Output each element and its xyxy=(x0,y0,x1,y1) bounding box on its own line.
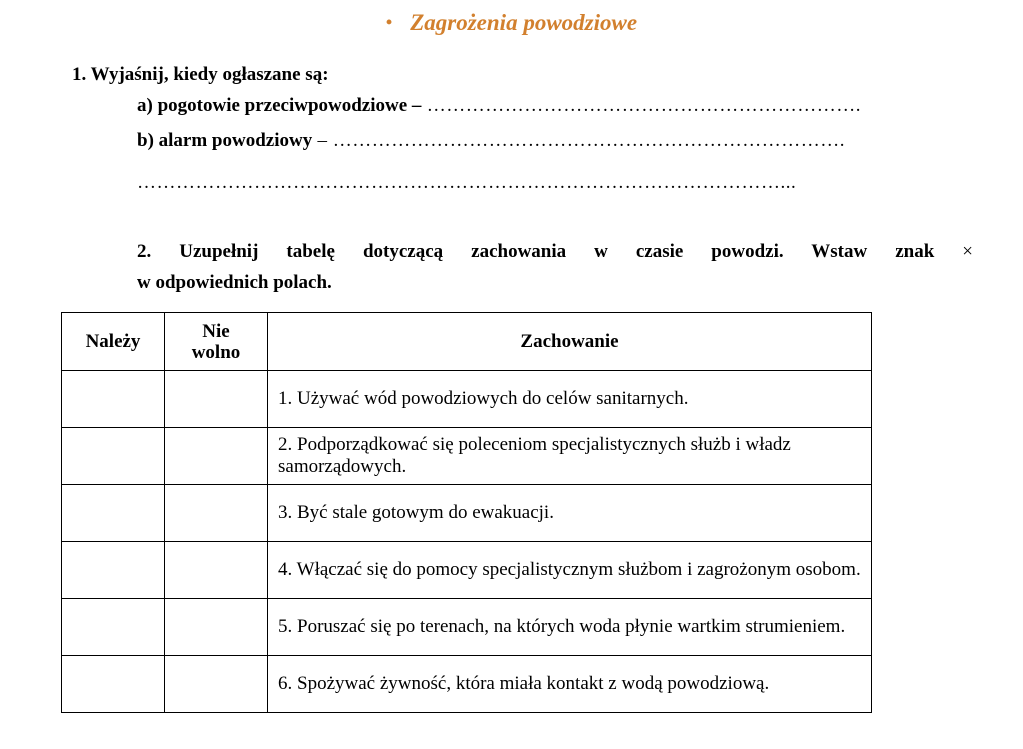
cross-mark-icon: × xyxy=(962,241,973,262)
table-row xyxy=(62,428,872,485)
checkbox-nie-wolno-6[interactable] xyxy=(165,656,268,713)
question-2-line2: w odpowiednich polach. xyxy=(137,272,332,293)
section-title-text: Zagrożenia powodziowe xyxy=(410,10,638,35)
table-row xyxy=(62,656,872,713)
checkbox-nie-wolno-1[interactable] xyxy=(165,371,268,428)
checkbox-nalezy-6[interactable] xyxy=(62,656,165,713)
answer-extra-dots[interactable]: ………………………………………………………………………………………... xyxy=(137,172,797,193)
header-nie-wolno xyxy=(165,313,268,371)
checkbox-nie-wolno-3[interactable] xyxy=(165,485,268,542)
checkbox-nie-wolno-4[interactable] xyxy=(165,542,268,599)
checkbox-nalezy-1[interactable] xyxy=(62,371,165,428)
question-1b xyxy=(137,130,845,152)
header-nalezy: Należy xyxy=(62,313,165,371)
behavior-text-3: 3. Być stale gotowym do ewakuacji. xyxy=(268,485,872,542)
table-row xyxy=(62,485,872,542)
checkbox-nie-wolno-5[interactable] xyxy=(165,599,268,656)
table-row xyxy=(62,542,872,599)
question-1a xyxy=(137,95,861,117)
behavior-table xyxy=(61,312,872,713)
header-zachowanie: Zachowanie xyxy=(268,313,872,371)
checkbox-nie-wolno-2[interactable] xyxy=(165,428,268,485)
behavior-text-1: 1. Używać wód powodziowych do celów sanitarnych. xyxy=(268,371,872,428)
checkbox-nalezy-5[interactable] xyxy=(62,599,165,656)
question-1a-label: a) pogotowie przeciwpowodziowe – xyxy=(137,95,422,116)
checkbox-nalezy-4[interactable] xyxy=(62,542,165,599)
question-2-heading xyxy=(137,236,973,298)
section-title xyxy=(0,10,1023,36)
behavior-text-5: 5. Poruszać się po terenach, na których woda płynie wartkim strumieniem. xyxy=(268,599,872,656)
question-1b-label: b) alarm powodziowy xyxy=(137,130,313,151)
answer-extra-line[interactable] xyxy=(137,172,796,194)
question-2-line1-wrap xyxy=(137,236,973,267)
bullet-icon: • xyxy=(385,12,393,32)
behavior-text-2: 2. Podporządkować się poleceniom specjalistycznych służb i władz samorządowych. xyxy=(268,428,872,485)
header-wolno: wolno xyxy=(191,341,241,363)
checkbox-nalezy-2[interactable] xyxy=(62,428,165,485)
checkbox-nalezy-3[interactable] xyxy=(62,485,165,542)
behavior-text-6: 6. Spożywać żywność, która miała kontakt z wodą powodziową. xyxy=(268,656,872,713)
answer-1b-field[interactable]: – ……………………………………………………………………. xyxy=(312,130,845,151)
question-2-line1: 2. Uzupełnij tabelę dotyczącą zachowania w czasie powodzi. Wstaw znak xyxy=(137,241,935,262)
header-nie: Nie xyxy=(202,320,230,342)
table-header-row xyxy=(62,313,872,371)
table-row xyxy=(62,371,872,428)
question-1-heading: 1. Wyjaśnij, kiedy ogłaszane są: xyxy=(72,64,329,85)
behavior-text-4: 4. Włączać się do pomocy specjalistycznym służbom i zagrożonym osobom. xyxy=(268,542,872,599)
answer-1a-field[interactable]: …………………………………………………………. xyxy=(421,95,861,116)
table-row xyxy=(62,599,872,656)
